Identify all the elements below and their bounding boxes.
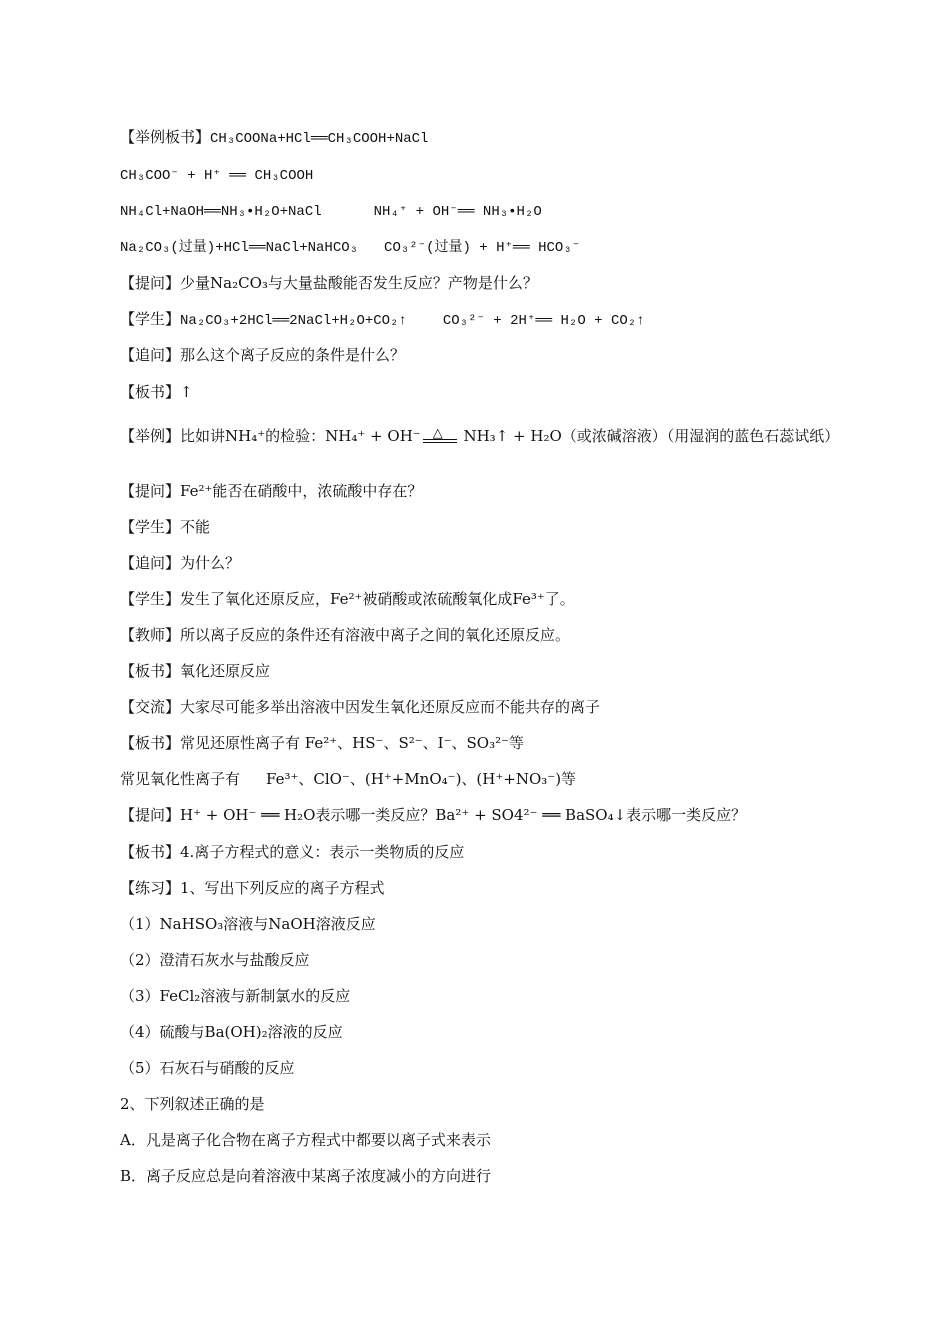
exercise-item-2 [120,950,310,970]
line-text: Fe²⁺能否在硝酸中，浓硫酸中存在？ [180,482,423,500]
line-11 [120,517,210,537]
line-text: 常见还原性离子有 Fe²⁺、HS⁻、S²⁻、I⁻、SO₃²⁻等 [180,734,525,752]
heat-condition-arrow [421,426,459,446]
line-15 [120,661,270,681]
option-a [120,1130,491,1150]
line-text: 少量Na₂CO₃与大量盐酸能否发生反应？产物是什么？ [180,274,538,292]
line-text: Fe³⁺、ClO⁻、(H⁺+MnO₄⁻)、(H⁺+NO₃⁻)等 [266,770,577,788]
line-18 [120,769,576,789]
exercise-item-4 [120,1022,343,1042]
line-text: 所以离子反应的条件还有溶液中离子之间的氧化还原反应。 [180,626,571,644]
line-8 [120,382,193,402]
ionic-equation: CH₃COO⁻ + H⁺ ══ CH₃COOH [120,168,314,184]
line-text: 常见氧化性离子有 [120,770,241,788]
line-text: 发生了氧化还原反应，Fe²⁺被硝酸或浓硫酸氧化成Fe³⁺了。 [180,590,575,608]
line-9 [120,426,839,446]
line-tag: 【追问】 [120,346,181,364]
line-1 [120,127,428,149]
equation: Na₂CO₃+2HCl══2NaCl+H₂O+CO₂↑ [180,313,407,329]
line-text: NH₃↑ + H₂O（或浓碱溶液）（用湿润的蓝色石蕊试纸） [458,427,840,445]
line-text: 4.离子方程式的意义：表示一类物质的反应 [180,843,465,861]
line-tag: 【提问】 [120,482,181,500]
line-tag: 【举例】 [120,427,181,445]
line-text: 为什么？ [180,554,241,572]
line-tag: 【提问】 [120,274,181,292]
line-text: 那么这个离子反应的条件是什么？ [180,346,406,364]
ionic-equation: CO₃²⁻ + 2H⁺══ H₂O + CO₂↑ [442,313,645,329]
line-7 [120,345,405,365]
line-21 [120,878,385,898]
line-tag: 【板书】 [120,843,181,861]
line-text: （5）石灰石与硝酸的反应 [120,1059,295,1077]
equation: Na₂CO₃(过量)+HCl══NaCl+NaHCO₃ [120,240,359,256]
line-text: 不能 [180,518,211,536]
line-tag: 【举例板书】 [120,128,211,146]
option-b [120,1166,491,1186]
line-tag: 【板书】 [120,383,181,401]
equation: NH₄Cl+NaOH══NH₃•H₂O+NaCl [120,204,322,220]
line-10 [120,481,422,501]
ionic-equation: CO₃²⁻(过量) + H⁺══ HCO₃⁻ [384,240,581,256]
line-tag: 【练习】 [120,879,181,897]
line-text: 比如讲NH₄⁺的检验：NH₄⁺ + OH⁻ [180,427,421,445]
line-2 [120,164,313,186]
line-text: H⁺ + OH⁻ ══ H₂O表示哪一类反应？Ba²⁺ + SO4²⁻ ══ BaSO₄↓表示哪一类反应？ [180,806,747,824]
line-text: （1）NaHSO₃溶液与NaOH溶液反应 [120,915,376,933]
line-20 [120,842,464,862]
line-text: 2、下列叙述正确的是 [120,1095,265,1113]
line-tag: 【交流】 [120,698,181,716]
line-16 [120,697,600,717]
line-text: 氧化还原反应 [180,662,271,680]
line-tag: 【追问】 [120,554,181,572]
line-text: 大家尽可能多举出溶液中因发生氧化还原反应而不能共存的离子 [180,698,601,716]
line-tag: 【板书】 [120,734,181,752]
line-tag: 【教师】 [120,626,181,644]
line-5 [120,273,538,293]
exercise-item-1 [120,914,376,934]
line-13 [120,589,575,609]
exercise-item-3 [120,986,350,1006]
line-tag: 【板书】 [120,662,181,680]
line-tag: 【学生】 [120,518,181,536]
exercise-item-5 [120,1058,295,1078]
line-tag: 【学生】 [120,590,181,608]
ionic-equation: NH₄⁺ + OH⁻══ NH₃•H₂O [373,204,542,220]
line-text: （3）FeCl₂溶液与新制氯水的反应 [120,987,351,1005]
question-2 [120,1094,265,1114]
line-4 [120,236,580,258]
up-arrow-icon: ↑ [180,383,193,401]
line-text: 1、写出下列反应的离子方程式 [180,879,385,897]
line-text: （2）澄清石灰水与盐酸反应 [120,951,310,969]
line-text: （4）硫酸与Ba(OH)₂溶液的反应 [120,1023,343,1041]
line-6 [120,309,645,331]
equation: CH₃COONa+HCl══CH₃COOH+NaCl [210,131,429,147]
line-tag: 【提问】 [120,806,181,824]
line-19 [120,805,746,825]
heat-triangle-icon: △ [432,426,443,441]
line-12 [120,553,240,573]
line-3 [120,200,542,222]
line-text: A．凡是离子化合物在离子方程式中都要以离子式来表示 [120,1131,491,1149]
line-tag: 【学生】 [120,310,181,328]
line-14 [120,625,570,645]
line-17 [120,733,524,753]
line-text: B．离子反应总是向着溶液中某离子浓度减小的方向进行 [120,1167,492,1185]
